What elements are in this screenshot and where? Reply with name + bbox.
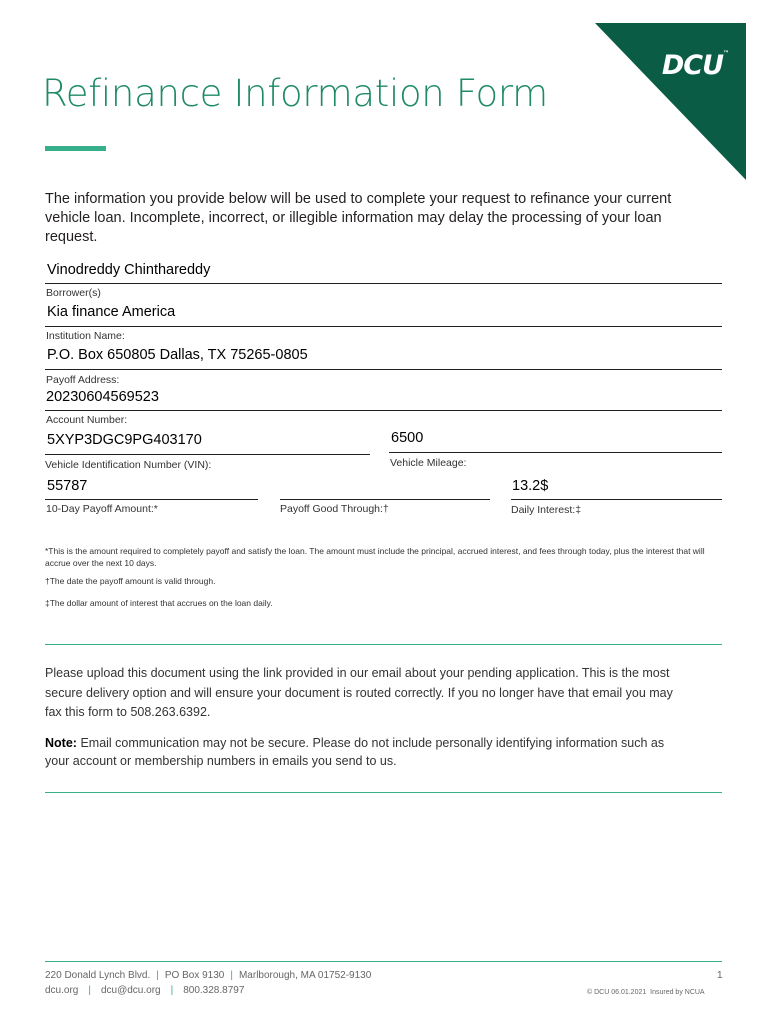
page-number: 1: [717, 970, 723, 981]
payoff-amount-label: 10-Day Payoff Amount:*: [46, 503, 158, 515]
section-divider-bottom: [45, 792, 722, 793]
copyright-text: © DCU 06.01.2021: [587, 989, 647, 996]
account-number-label: Account Number:: [46, 414, 128, 426]
daily-interest-value[interactable]: 13.2$: [512, 478, 549, 494]
footer-separator: |: [230, 970, 233, 981]
daily-interest-label: Daily Interest:‡: [511, 504, 582, 516]
footer-po-box: PO Box 9130: [164, 970, 225, 981]
email-security-note: [45, 735, 685, 770]
account-number-line: [45, 410, 722, 411]
section-divider-top: [45, 644, 722, 645]
payoff-address-value[interactable]: P.O. Box 650805 Dallas, TX 75265-0805: [47, 347, 308, 363]
payoff-address-label: Payoff Address:: [46, 374, 120, 386]
title-accent-bar: [45, 146, 106, 151]
dcu-logo: DCU™: [661, 50, 728, 81]
borrower-line: [45, 283, 722, 284]
footer-email-link[interactable]: dcu@dcu.org: [100, 985, 161, 996]
page-title: Refinance Information Form: [42, 72, 548, 115]
footer-website-link[interactable]: dcu.org: [45, 985, 79, 996]
payoff-address-line: [45, 369, 722, 370]
note-label: Note:: [45, 736, 77, 750]
corner-brand-triangle: [595, 23, 746, 180]
ncua-text: Insured by NCUA: [650, 989, 705, 996]
note-text: Email communication may not be secure. Please do not include personally identifying information such as your account or membership numbers in emails you send to us.: [45, 736, 665, 768]
footer-contacts: [45, 985, 244, 996]
vin-line: [45, 454, 370, 455]
vin-label: Vehicle Identification Number (VIN):: [45, 459, 212, 471]
payoff-amount-value[interactable]: 55787: [47, 478, 88, 494]
payoff-amount-line: [45, 499, 258, 500]
intro-paragraph: The information you provide below will be used to complete your request to refinance your current vehicle loan. Incomplete, incorrect, or illegible information may delay the processing of your loan request.: [45, 191, 672, 245]
borrower-label: Borrower(s): [46, 287, 101, 299]
footnote-payoff-amount: *This is the amount required to completely payoff and satisfy the loan. The amount must include the principal, accrued interest, and fees through today, plus the interest that will accrue over the next 10 days.: [45, 546, 705, 568]
institution-value[interactable]: Kia finance America: [47, 304, 176, 320]
mileage-label: Vehicle Mileage:: [390, 457, 467, 469]
mileage-value[interactable]: 6500: [391, 430, 424, 446]
footer-separator: |: [88, 985, 91, 996]
footer-address: [45, 970, 371, 981]
mileage-line: [389, 452, 722, 453]
footer-street: 220 Donald Lynch Blvd.: [45, 970, 151, 981]
institution-label: Institution Name:: [46, 330, 125, 342]
footer-city: Marlborough, MA 01752-9130: [238, 970, 372, 981]
footer-separator: |: [170, 985, 174, 996]
footnote-daily-interest: ‡The dollar amount of interest that accrues on the loan daily.: [45, 598, 273, 608]
good-through-line: [280, 499, 490, 500]
account-number-value[interactable]: 20230604569523: [46, 389, 159, 405]
vin-value[interactable]: 5XYP3DGC9PG403170: [47, 432, 202, 448]
institution-line: [45, 326, 722, 327]
footer-separator: |: [156, 970, 159, 981]
good-through-label: Payoff Good Through:†: [280, 503, 389, 515]
daily-interest-line: [511, 499, 722, 500]
footer-legal: [587, 989, 705, 996]
borrower-value[interactable]: Vinodreddy Chinthareddy: [47, 262, 211, 278]
footer-phone: 800.328.8797: [183, 985, 245, 996]
footer-divider: [45, 961, 722, 962]
footnote-good-through: †The date the payoff amount is valid through.: [45, 576, 216, 586]
upload-instructions: Please upload this document using the link provided in our email about your pending application. This is the most secure delivery option and will ensure your document is routed correctly. If you no longer have that email you may fax this form to 508.263.6392.: [45, 666, 673, 719]
